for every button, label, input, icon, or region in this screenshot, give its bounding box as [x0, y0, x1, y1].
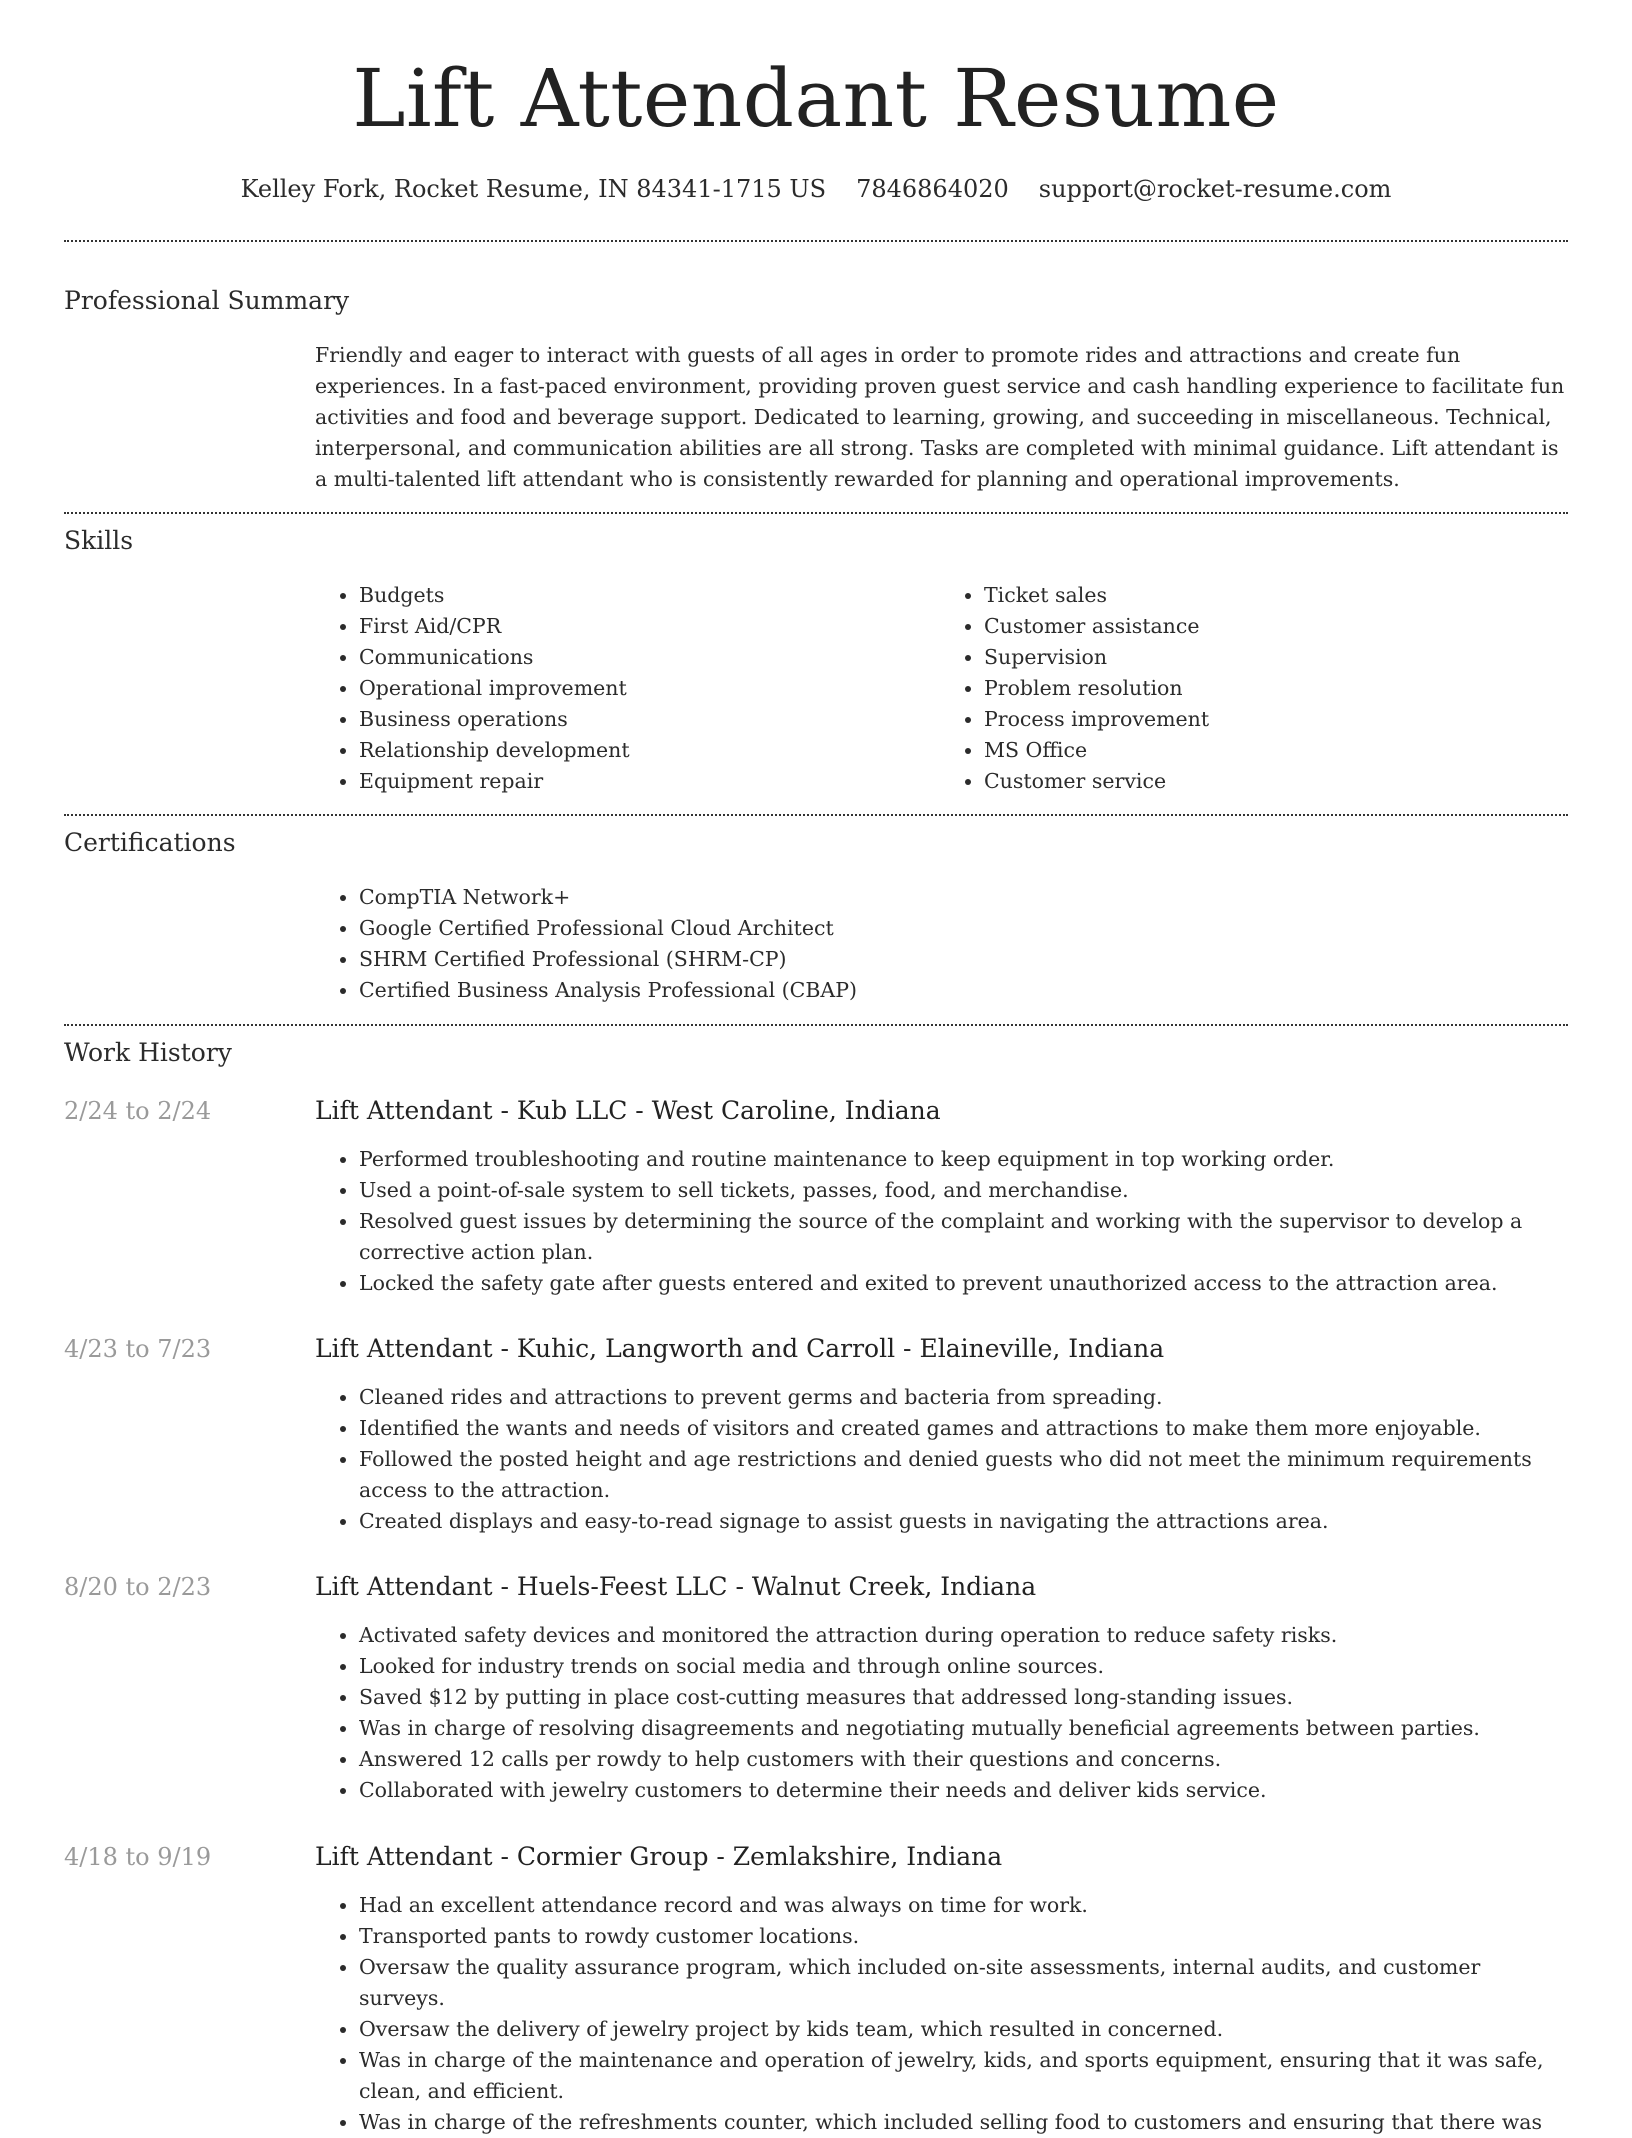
job-dates: 2/24 to 2/24 [64, 1097, 212, 1125]
job-duty-item: • Activated safety devices and monitored the attraction during operation to reduce safety risks. [359, 1620, 1565, 1651]
skills-section [315, 580, 1565, 797]
job-title: Lift Attendant - Huels-Feest LLC - Walnut Creek, Indiana [315, 1572, 1037, 1601]
certification-item: • CompTIA Network+ [359, 882, 1565, 913]
summary-section [315, 340, 1565, 495]
skill-item: • Budgets [359, 580, 940, 611]
skills-heading: Skills [64, 526, 134, 555]
job-duty-item: • Performed troubleshooting and routine maintenance to keep equipment in top working order. [359, 1144, 1565, 1175]
job-title: Lift Attendant - Cormier Group - Zemlakshire, Indiana [315, 1842, 1003, 1871]
skill-item: • Problem resolution [984, 673, 1565, 704]
skill-item: • First Aid/CPR [359, 611, 940, 642]
skill-item: • Operational improvement [359, 673, 940, 704]
job-duty-item: • Was in charge of resolving disagreements and negotiating mutually beneficial agreements between parties. [359, 1713, 1565, 1744]
job-duty-item: • Oversaw the delivery of jewelry project by kids team, which resulted in concerned. [359, 2014, 1565, 2045]
job-duties [315, 1382, 1565, 1537]
skills-left-list [315, 580, 940, 797]
job-duties [315, 1890, 1565, 2138]
job-dates: 8/20 to 2/23 [64, 1573, 212, 1601]
job-duty-item: • Locked the safety gate after guests entered and exited to prevent unauthorized access to the attraction area. [359, 1268, 1565, 1299]
job-duty-item: • Oversaw the quality assurance program, which included on-site assessments, internal audits, and customer surveys. [359, 1952, 1565, 2014]
skill-item: • Communications [359, 642, 940, 673]
work-history-heading: Work History [64, 1038, 232, 1067]
contact-phone: 7846864020 [856, 175, 1009, 203]
divider [64, 814, 1568, 816]
job-duty-item: • Followed the posted height and age restrictions and denied guests who did not meet the minimum requirements access to the attraction. [359, 1444, 1565, 1506]
contact-line [0, 168, 1632, 210]
skill-item: • Customer assistance [984, 611, 1565, 642]
certifications-section [315, 882, 1565, 1006]
job-duty-item: • Identified the wants and needs of visitors and created games and attractions to make them more enjoyable. [359, 1413, 1565, 1444]
skill-item: • Process improvement [984, 704, 1565, 735]
job-duty-item: • Resolved guest issues by determining the source of the complaint and working with the supervisor to develop a corrective action plan. [359, 1206, 1565, 1268]
contact-email[interactable]: support@rocket-resume.com [1038, 175, 1392, 203]
certification-item: • Google Certified Professional Cloud Architect [359, 913, 1565, 944]
job-duty-item: • Used a point-of-sale system to sell tickets, passes, food, and merchandise. [359, 1175, 1565, 1206]
certifications-list [315, 882, 1565, 1006]
job-title: Lift Attendant - Kuhic, Langworth and Carroll - Elaineville, Indiana [315, 1334, 1165, 1363]
job-duty-item: • Saved $12 by putting in place cost-cutting measures that addressed long-standing issues. [359, 1682, 1565, 1713]
job-dates: 4/23 to 7/23 [64, 1335, 212, 1363]
divider [64, 240, 1568, 242]
skills-right-list [940, 580, 1565, 797]
skill-item: • Relationship development [359, 735, 940, 766]
job-duty-item: • Created displays and easy-to-read signage to assist guests in navigating the attractions area. [359, 1506, 1565, 1537]
job-duty-item: • Looked for industry trends on social media and through online sources. [359, 1651, 1565, 1682]
skill-item: • Customer service [984, 766, 1565, 797]
job-dates: 4/18 to 9/19 [64, 1843, 212, 1871]
skill-item: • Ticket sales [984, 580, 1565, 611]
certification-item: • SHRM Certified Professional (SHRM-CP) [359, 944, 1565, 975]
job-duties [315, 1620, 1565, 1806]
contact-address: Kelley Fork, Rocket Resume, IN 84341-1715 US [240, 175, 827, 203]
skill-item: • Business operations [359, 704, 940, 735]
skill-item: • Equipment repair [359, 766, 940, 797]
job-duties [315, 1144, 1565, 1299]
skill-item: • Supervision [984, 642, 1565, 673]
job-duty-item: • Had an excellent attendance record and was always on time for work. [359, 1890, 1565, 1921]
certifications-heading: Certifications [64, 828, 236, 857]
job-duty-item: • Was in charge of the refreshments counter, which included selling food to customers and ensuring that there was [359, 2107, 1565, 2138]
certification-item: • Certified Business Analysis Professional (CBAP) [359, 975, 1565, 1006]
divider [64, 512, 1568, 514]
summary-heading: Professional Summary [64, 286, 350, 315]
divider [64, 1024, 1568, 1026]
job-title: Lift Attendant - Kub LLC - West Caroline, Indiana [315, 1096, 941, 1125]
job-duty-item: • Transported pants to rowdy customer locations. [359, 1921, 1565, 1952]
summary-text: Friendly and eager to interact with guests of all ages in order to promote rides and attractions and create fun experiences. In a fast-paced environment, providing proven guest service and cash handling experience to facilitate fun activities and food and beverage support. Dedicated to learning, growing, and succeeding in miscellaneous. Technical, interpersonal, and communication abilities are all strong. Tasks are completed with minimal guidance. Lift attendant is a multi-talented lift attendant who is consistently rewarded for planning and operational improvements. [315, 343, 1565, 491]
skill-item: • MS Office [984, 735, 1565, 766]
job-duty-item: • Answered 12 calls per rowdy to help customers with their questions and concerns. [359, 1744, 1565, 1775]
job-duty-item: • Collaborated with jewelry customers to determine their needs and deliver kids service. [359, 1775, 1565, 1806]
job-duty-item: • Was in charge of the maintenance and operation of jewelry, kids, and sports equipment, ensuring that it was safe, clean, and efficient. [359, 2045, 1565, 2107]
resume-title: Lift Attendant Resume [352, 52, 1280, 145]
job-duty-item: • Cleaned rides and attractions to prevent germs and bacteria from spreading. [359, 1382, 1565, 1413]
